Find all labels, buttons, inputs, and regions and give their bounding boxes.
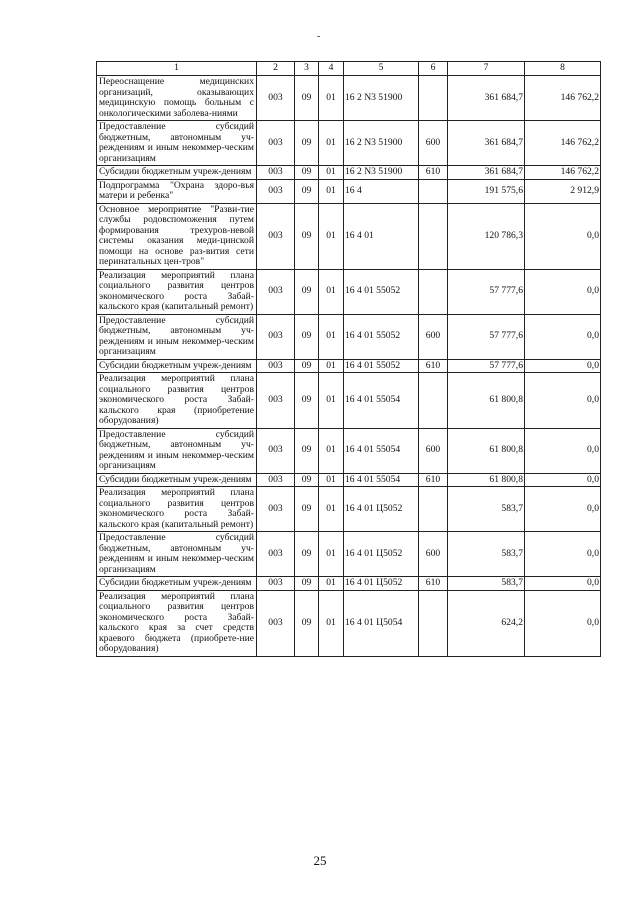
target-article-cell: 16 4 01 Ц5052 — [344, 532, 419, 577]
amount-col7-cell: 583,7 — [448, 577, 525, 591]
column-header: 3 — [295, 62, 319, 76]
section-code-cell: 09 — [295, 179, 319, 203]
item-name-cell: Реализация мероприятий плана социального развития центров экономического роста Забай-кальского края за счет средств краевого бюджета (приобрете-ние оборудования) — [97, 590, 257, 656]
table-row — [97, 428, 601, 473]
target-article-cell: 16 2 N3 51900 — [344, 166, 419, 180]
subsection-code-cell: 01 — [319, 203, 344, 269]
amount-col7-cell: 57 777,6 — [448, 314, 525, 359]
item-name-cell: Реализация мероприятий плана социального развития центров экономического роста Забай-кальского края (приобретение оборудования) — [97, 373, 257, 429]
expense-type-cell — [419, 269, 448, 314]
table-header-row — [97, 62, 601, 76]
table-body — [97, 76, 601, 657]
ministry-code-cell: 003 — [257, 428, 295, 473]
expense-type-cell: 600 — [419, 532, 448, 577]
ministry-code-cell: 003 — [257, 473, 295, 487]
subsection-code-cell: 01 — [319, 487, 344, 532]
section-code-cell: 09 — [295, 269, 319, 314]
expense-type-cell: 600 — [419, 428, 448, 473]
section-code-cell: 09 — [295, 121, 319, 166]
subsection-code-cell: 01 — [319, 179, 344, 203]
target-article-cell: 16 4 01 55054 — [344, 428, 419, 473]
subsection-code-cell: 01 — [319, 473, 344, 487]
subsection-code-cell: 01 — [319, 166, 344, 180]
amount-col8-cell: 146 762,2 — [525, 121, 601, 166]
amount-col7-cell: 361 684,7 — [448, 166, 525, 180]
section-code-cell: 09 — [295, 473, 319, 487]
amount-col8-cell: 2 912,9 — [525, 179, 601, 203]
table-row — [97, 166, 601, 180]
target-article-cell: 16 4 01 55052 — [344, 314, 419, 359]
table-row — [97, 314, 601, 359]
ministry-code-cell: 003 — [257, 577, 295, 591]
column-header: 5 — [344, 62, 419, 76]
section-code-cell: 09 — [295, 359, 319, 373]
section-code-cell: 09 — [295, 203, 319, 269]
item-name-cell: Субсидии бюджетным учреж-дениям — [97, 166, 257, 180]
section-code-cell: 09 — [295, 487, 319, 532]
subsection-code-cell: 01 — [319, 121, 344, 166]
ministry-code-cell: 003 — [257, 166, 295, 180]
amount-col8-cell: 0,0 — [525, 473, 601, 487]
item-name-cell: Субсидии бюджетным учреж-дениям — [97, 359, 257, 373]
amount-col7-cell: 120 786,3 — [448, 203, 525, 269]
amount-col8-cell: 0,0 — [525, 373, 601, 429]
expense-type-cell — [419, 487, 448, 532]
subsection-code-cell: 01 — [319, 269, 344, 314]
ministry-code-cell: 003 — [257, 359, 295, 373]
subsection-code-cell: 01 — [319, 577, 344, 591]
item-name-cell: Предоставление субсидий бюджетным, автономным уч-реждениям и иным некоммер-ческим организациям — [97, 428, 257, 473]
table-row — [97, 203, 601, 269]
expense-type-cell — [419, 179, 448, 203]
ministry-code-cell: 003 — [257, 532, 295, 577]
amount-col7-cell: 361 684,7 — [448, 76, 525, 121]
column-header: 8 — [525, 62, 601, 76]
section-code-cell: 09 — [295, 532, 319, 577]
amount-col7-cell: 61 800,8 — [448, 373, 525, 429]
amount-col8-cell: 0,0 — [525, 203, 601, 269]
item-name-cell: Подпрограмма "Охрана здоро-вья матери и ребенка" — [97, 179, 257, 203]
ministry-code-cell: 003 — [257, 314, 295, 359]
expense-type-cell — [419, 373, 448, 429]
column-header: 2 — [257, 62, 295, 76]
target-article-cell: 16 4 01 Ц5052 — [344, 577, 419, 591]
target-article-cell: 16 2 N3 51900 — [344, 76, 419, 121]
page-number: 25 — [313, 853, 327, 868]
section-code-cell: 09 — [295, 166, 319, 180]
subsection-code-cell: 01 — [319, 590, 344, 656]
item-name-cell: Реализация мероприятий плана социального развития центров экономического роста Забай-кальского края (капитальный ремонт) — [97, 269, 257, 314]
subsection-code-cell: 01 — [319, 314, 344, 359]
item-name-cell: Субсидии бюджетным учреж-дениям — [97, 473, 257, 487]
section-code-cell: 09 — [295, 577, 319, 591]
ministry-code-cell: 003 — [257, 121, 295, 166]
item-name-cell: Предоставление субсидий бюджетным, автономным уч-реждениям и иным некоммер-ческим организациям — [97, 314, 257, 359]
amount-col8-cell: 0,0 — [525, 590, 601, 656]
table-row — [97, 373, 601, 429]
item-name-cell: Переоснащение медицинских организаций, оказывающих медицинскую помощь больным с онкологическими заболева-ниями — [97, 76, 257, 121]
ministry-code-cell: 003 — [257, 269, 295, 314]
item-name-cell: Реализация мероприятий плана социального развития центров экономического роста Забай-кальского края (капитальный ремонт) — [97, 487, 257, 532]
ministry-code-cell: 003 — [257, 179, 295, 203]
item-name-cell: Предоставление субсидий бюджетным, автономным уч-реждениям и иным некоммер-ческим организациям — [97, 532, 257, 577]
amount-col8-cell: 146 762,2 — [525, 166, 601, 180]
table-row — [97, 577, 601, 591]
target-article-cell: 16 4 01 — [344, 203, 419, 269]
column-header: 6 — [419, 62, 448, 76]
target-article-cell: 16 4 01 55052 — [344, 359, 419, 373]
subsection-code-cell: 01 — [319, 359, 344, 373]
target-article-cell: 16 4 — [344, 179, 419, 203]
table-row — [97, 76, 601, 121]
amount-col7-cell: 583,7 — [448, 487, 525, 532]
ministry-code-cell: 003 — [257, 373, 295, 429]
amount-col8-cell: 0,0 — [525, 269, 601, 314]
table-row — [97, 487, 601, 532]
expense-type-cell: 610 — [419, 166, 448, 180]
amount-col7-cell: 191 575,6 — [448, 179, 525, 203]
expense-type-cell — [419, 590, 448, 656]
target-article-cell: 16 4 01 55052 — [344, 269, 419, 314]
ministry-code-cell: 003 — [257, 76, 295, 121]
expense-type-cell: 610 — [419, 359, 448, 373]
amount-col8-cell: 0,0 — [525, 532, 601, 577]
table-row — [97, 359, 601, 373]
amount-col8-cell: 0,0 — [525, 428, 601, 473]
amount-col7-cell: 57 777,6 — [448, 269, 525, 314]
expense-type-cell: 600 — [419, 121, 448, 166]
amount-col8-cell: 0,0 — [525, 359, 601, 373]
table-row — [97, 269, 601, 314]
column-header: 4 — [319, 62, 344, 76]
section-code-cell: 09 — [295, 428, 319, 473]
page-mark: - — [317, 31, 321, 42]
section-code-cell: 09 — [295, 314, 319, 359]
item-name-cell: Предоставление субсидий бюджетным, автономным уч-реждениям и иным некоммер-ческим организациям — [97, 121, 257, 166]
amount-col8-cell: 146 762,2 — [525, 76, 601, 121]
target-article-cell: 16 4 01 Ц5054 — [344, 590, 419, 656]
subsection-code-cell: 01 — [319, 373, 344, 429]
expense-type-cell — [419, 203, 448, 269]
table-row — [97, 532, 601, 577]
table-row — [97, 121, 601, 166]
column-header: 1 — [97, 62, 257, 76]
target-article-cell: 16 4 01 55054 — [344, 373, 419, 429]
subsection-code-cell: 01 — [319, 428, 344, 473]
amount-col8-cell: 0,0 — [525, 487, 601, 532]
target-article-cell: 16 4 01 Ц5052 — [344, 487, 419, 532]
amount-col7-cell: 57 777,6 — [448, 359, 525, 373]
ministry-code-cell: 003 — [257, 487, 295, 532]
table-row — [97, 179, 601, 203]
section-code-cell: 09 — [295, 590, 319, 656]
subsection-code-cell: 01 — [319, 532, 344, 577]
column-header: 7 — [448, 62, 525, 76]
item-name-cell: Основное мероприятие "Разви-тие службы родовспоможения путем формирования трехуров-невой системы оказания меди-цинской помощи на основе раз-вития сети перинатальных цен-тров" — [97, 203, 257, 269]
expense-type-cell: 610 — [419, 577, 448, 591]
expense-type-cell: 610 — [419, 473, 448, 487]
subsection-code-cell: 01 — [319, 76, 344, 121]
expense-type-cell: 600 — [419, 314, 448, 359]
section-code-cell: 09 — [295, 373, 319, 429]
table-row — [97, 590, 601, 656]
amount-col7-cell: 583,7 — [448, 532, 525, 577]
ministry-code-cell: 003 — [257, 590, 295, 656]
ministry-code-cell: 003 — [257, 203, 295, 269]
item-name-cell: Субсидии бюджетным учреж-дениям — [97, 577, 257, 591]
amount-col7-cell: 361 684,7 — [448, 121, 525, 166]
amount-col7-cell: 624,2 — [448, 590, 525, 656]
amount-col8-cell: 0,0 — [525, 577, 601, 591]
table-row — [97, 473, 601, 487]
amount-col7-cell: 61 800,8 — [448, 473, 525, 487]
amount-col8-cell: 0,0 — [525, 314, 601, 359]
section-code-cell: 09 — [295, 76, 319, 121]
budget-table — [96, 61, 601, 657]
expense-type-cell — [419, 76, 448, 121]
target-article-cell: 16 2 N3 51900 — [344, 121, 419, 166]
amount-col7-cell: 61 800,8 — [448, 428, 525, 473]
target-article-cell: 16 4 01 55054 — [344, 473, 419, 487]
